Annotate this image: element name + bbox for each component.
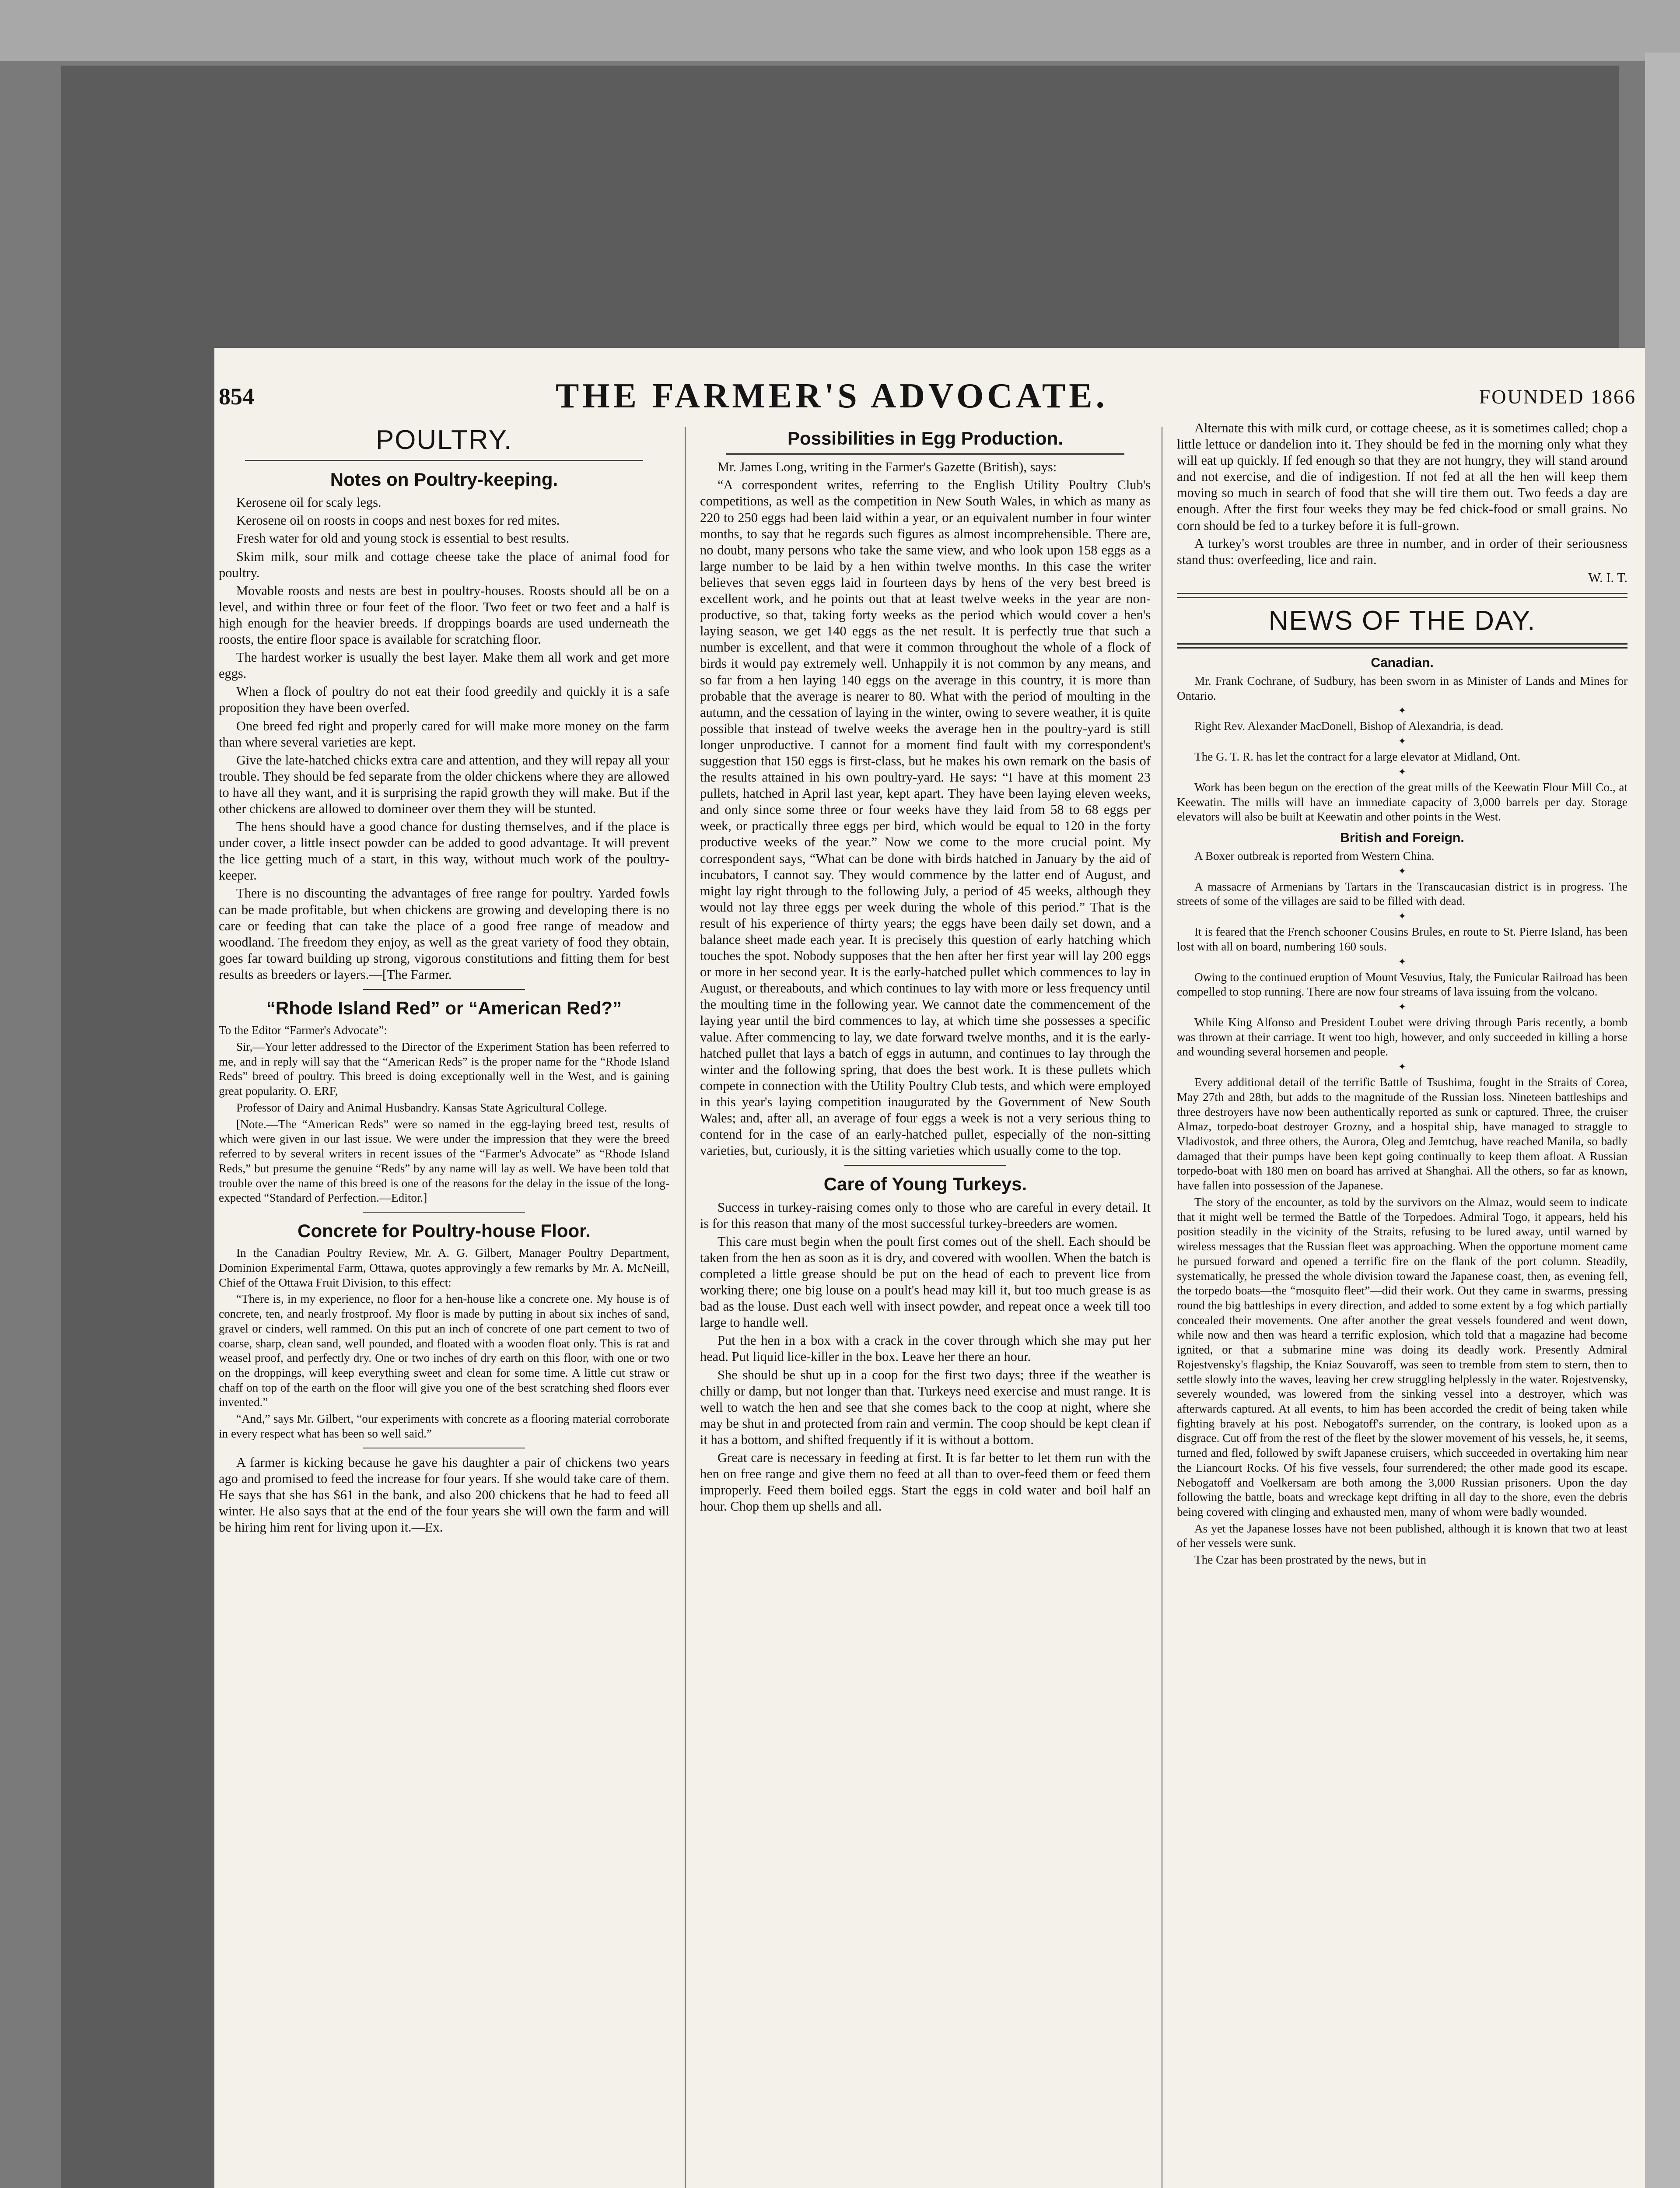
paragraph: Alternate this with milk curd, or cottage cheese, as it is sometimes called; chop a little lettuce or dandelion into it. They should be fed in the morning only what they will eat up quickly. If fed enough so that they are not hungry, they will stand around and not exercise, and die of indigestion. If not fed at all the hen will keep them moving so much in search of food that she will tire them out. Two feeds a day are enough. After the first four weeks they may be fed chick-food or small grains. No corn should be fed to a turkey before it is full-grown. bbox=[1177, 421, 1628, 533]
separator-icon: ✦ bbox=[1398, 736, 1407, 747]
divider bbox=[844, 1165, 1006, 1166]
divider bbox=[1177, 593, 1628, 598]
paragraph: Sir,—Your letter addressed to the Director of the Experiment Station has been referred to me, and in reply will say that the “American Reds” is the proper name for the “Rhode Island Reds” breed of poultry. This breed is doing exceptionally well in the West, and is gaining great popularity. O. ERF, bbox=[219, 1040, 669, 1098]
paragraph: There is no discounting the advantages of free range for poultry. Yarded fowls can be made profitable, but when chickens are growing and developing there is no care or feeding that can take the place of a good free range of meadow and woodland. The freedom they enjoy, as well as the great variety of food they obtain, goes far toward building up strong, vigorous constitutions and fitting them for best results as breeders or layers.—[The Farmer. bbox=[219, 886, 669, 982]
news-item: Mr. Frank Cochrane, of Sudbury, has been sworn in as Minister of Lands and Mines for Ontario. bbox=[1177, 674, 1628, 702]
article-title: Notes on Poultry-keeping. bbox=[330, 469, 558, 490]
paragraph: Put the hen in a box with a crack in the cover through which she may put her head. Put liquid lice-killer in the box. Leave her there an hour. bbox=[700, 1333, 1151, 1364]
news-item: Owing to the continued eruption of Mount Vesuvius, Italy, the Funicular Railroad has been compelled to stop running. There are now four streams of lava issuing from the volcano. bbox=[1177, 970, 1628, 999]
separator-icon: ✦ bbox=[1398, 911, 1407, 922]
paragraph: One breed fed right and properly cared for will make more money on the farm than where several varieties are kept. bbox=[219, 718, 669, 750]
article-title: “Rhode Island Red” or “American Red?” bbox=[266, 998, 622, 1019]
separator-icon: ✦ bbox=[1398, 1061, 1407, 1073]
paragraph: This care must begin when the poult first comes out of the shell. Each should be taken from the hen as soon as it is dry, and covered with woollen. When the batch is completed a little grease should be put on the head of each to prevent lice from working there; one big louse on a poult's head may kill it, but too much grease is as bad as the louse. Dust each well with insect powder, and repeat once a week till too large to handle well. bbox=[700, 1234, 1151, 1330]
paragraph: Success in turkey-raising comes only to those who are careful in every detail. It is for this reason that many of the most successful turkey-breeders are women. bbox=[700, 1199, 1151, 1231]
scan-background-top bbox=[0, 0, 1680, 61]
paragraph: Fresh water for old and young stock is essential to best results. bbox=[236, 531, 570, 546]
column-egg-production bbox=[700, 420, 1151, 2188]
news-item: Every additional detail of the terrific Battle of Tsushima, fought in the Straits of Corea, May 27th and 28th, but adds to the magnitude of the Russian loss. Nineteen battleships and three destroyers have now been authentically reported as sunk or captured. Three, the cruiser Almaz, torpedo-boat destroyer Grozny, and a hospital ship, have managed to straggle to Vladivostok, and three others, the Aurora, Oleg and Jemtchug, have reached Manila, so badly damaged that their pumps have been kept going continually to keep them afloat. A Russian torpedo-boat with 180 men on board has arrived at Shanghai. All the others, so far as known, have fallen into possession of the Japanese. bbox=[1177, 1076, 1628, 1192]
divider bbox=[363, 1212, 525, 1213]
newspaper-page bbox=[214, 348, 1645, 2188]
news-item: A massacre of Armenians by Tartars in the Transcaucasian district is in progress. The streets of some of the villages are said to be filled with dead. bbox=[1177, 880, 1628, 908]
divider bbox=[245, 460, 643, 461]
page-number: 854 bbox=[219, 383, 254, 410]
news-item: A Boxer outbreak is reported from Western China. bbox=[1194, 849, 1435, 863]
news-item: The Czar has been prostrated by the news, but in bbox=[1194, 1553, 1426, 1567]
paragraph: [Note.—The “American Reds” were so named in the egg-laying breed test, results of which were given in our last issue. We were under the impression that they were the breed referred to by several writers in recent issues of the “Farmer's Advocate” as “Rhode Island Reds,” but presume the genuine “Reds” by any name will lay as well. We have been told that trouble over the name of this breed is one of the reasons for the delay in the issue of the long-expected “Standard of Perfection.—Editor.] bbox=[219, 1117, 669, 1205]
paragraph: “And,” says Mr. Gilbert, “our experiments with concrete as a flooring material corroborate in every respect what has been so well said.” bbox=[219, 1412, 669, 1440]
paragraph: “A correspondent writes, referring to the English Utility Poultry Club's competitions, as well as the competition in New South Wales, in which as many as 220 to 250 eggs had been laid within a year, or an equivalent number in four winter months, to say that he regards such figures as almost incomprehensible. There are, no doubt, many persons who take the same view, and who look upon 158 eggs as a large number to be laid by a hen within twelve months. In this case the writer believes that seven eggs laid in fourteen days by hens of the very best breed is excellent work, and he points out that at least twelve weeks in the year are non-productive, so that, taking forty weeks as the period which would cover a hen's laying season, we get 140 eggs as the net result. It is perfectly true that such a number is excellent, and that were it common throughout the whole of a flock of birds it would pay extremely well. Unhappily it is not common by any means, and so far from a hen laying 140 eggs on the average in this country, it is more than probable that the average is nearer to 80. What with the period of moulting in the autumn, and the cessation of laying in the winter, owing to severe weather, it is quite possible that instead of twelve weeks the average hen in the poultry-yard is still longer unproductive. I cannot for a moment find fault with my correspondent's suggestion that 150 eggs is first-class, but he makes his own remark on the basis of the results attained in his own poultry-yard. He says: “I have at this moment 23 pullets, hatched in April last year, kept apart. They have been laying eleven weeks, and only since some three or four weeks have they laid from 58 to 68 eggs per week, or practically three eggs per bird, which would be equal to 120 in the forty productive weeks of the year.” Now we come to the more crucial point. My correspondent says, “What can be done with birds hatched in January by the aid of incubators, I cannot say. They would commence by the latter end of August, and might lay right through to the following July, a period of 45 weeks, although they would not lay three eggs per week during the whole of this period.” That is the result of his experience of thirty years; the eggs have been daily set down, and a balance sheet made each year. It is precisely this question of early hatching which touches the spot. Nobody supposes that the hen after her first year will lay 200 eggs or more in her second year. It is the early-hatched pullet which commences to lay in August, or thereabouts, and which continues to lay with more or less frequency until the moulting time in the following year. We cannot date the commencement of the laying year until the bird commences to lay, at which time she possesses a specific value. After commencing to lay, we date forward twelve months, and it is the early-hatched pullet that lays a batch of eggs in autumn, and continues to lay through the winter and the following spring, that does the best work. It is these pullets which compete in connection with the Utility Poultry Club tests, and which were employed in this year's laying competition inaugurated by the Government of New South Wales; and, after all, an average of four eggs a week is not a very serious thing to contend for in the case of an early-hatched pullet, especially of the non-sitting varieties, but, curiously, it is the sitting varieties which usually come to the top. bbox=[700, 477, 1151, 1158]
news-item: While King Alfonso and President Loubet were driving through Paris recently, a bomb was thrown at their carriage. It went too high, however, and only succeeded in killing a horse and wounding several horsemen and people. bbox=[1177, 1016, 1628, 1059]
news-item: The story of the encounter, as told by the survivors on the Almaz, would seem to indicate that it might well be termed the Battle of the Torpedoes. Admiral Togo, it appears, held his position steadily in the vicinity of the Straits, refusing to be lured away, until warned by wireless messages that the Russian fleet was approaching. When the opportune moment came he pursued forward and opened a terrific fire on the flank of the port column. Steadily, systematically, he pressed the whole division toward the Japanese coast, then, as evening fell, the torpedo boats—the “mosquito fleet”—did their work. Out they came in swarms, pressing round the big battleships in every direction, and added to some extent by a fog which partially concealed their movements. One after another the great vessels foundered and went down, while now and then was heard a terrific explosion, which told that a magazine had become ignited, or that a submarine mine was doing its deadly work. Presently Admiral Rojestvensky's flagship, the Kniaz Souvaroff, was seen to tremble from stem to stern, then to settle slowly into the waves, leaving her crew struggling helplessly in the water. Rojestvensky, severely wounded, was lowered from the sinking vessel into a destroyer, which was afterwards captured. At all events, to him has been accorded the credit of being taken while fighting bravely at his post. Nebogatoff's surrender, on the contrary, is looked upon as a disgrace. Cut off from the rest of the fleet by the slower movement of his vessels, he, it seems, turned and fled, followed by swift Japanese cruisers, which succeeded in overtaking him near the Liancourt Rocks. Of his five vessels, four surrendered; the other made good its escape. Nebogatoff and Voelkersam are both among the 3,000 Russian prisoners. Upon the day following the battle, boats and wreckage kept drifting in all day to the shore, even the debris being covered with clinging and exhausted men, many of whom were badly wounded. bbox=[1177, 1195, 1628, 1518]
news-item: As yet the Japanese losses have not been published, although it is known that two at least of her vessels were sunk. bbox=[1177, 1522, 1628, 1550]
paragraph: Skim milk, sour milk and cottage cheese take the place of animal food for poultry. bbox=[219, 549, 669, 580]
signature: W. I. T. bbox=[1588, 570, 1628, 585]
paragraph: Kerosene oil for scaly legs. bbox=[236, 495, 382, 510]
divider bbox=[1177, 643, 1628, 649]
paragraph: Give the late-hatched chicks extra care and attention, and they will repay all your trouble. They should be fed separate from the older chickens where they are allowed to have all they want, and it is surprising the rapid growth they will make. But if the other chickens are allowed to domineer over them they will be stunted. bbox=[219, 752, 669, 816]
column-rule bbox=[685, 427, 686, 2188]
column-news bbox=[1177, 420, 1628, 2188]
masthead bbox=[214, 374, 1645, 418]
paragraph: Great care is necessary in feeding at first. It is far better to let them run with the hen on free range and give them no feed at all than to over-feed them or feed them improperly. Feed them boiled eggs. Start the eggs in cold water and boil half an hour. Chop them up shells and all. bbox=[700, 1450, 1151, 1514]
paragraph: Movable roosts and nests are best in poultry-houses. Roosts should all be on a level, and within three or four feet of the floor. Two feet or two feet and a half is high enough for the heavier breeds. If droppings boards are used underneath the roosts, the entire floor space is available for scratching floor. bbox=[219, 583, 669, 647]
article-title: Concrete for Poultry-house Floor. bbox=[298, 1220, 591, 1241]
separator-icon: ✦ bbox=[1398, 705, 1407, 716]
column-poultry bbox=[219, 420, 669, 2188]
paragraph: She should be shut up in a coop for the first two days; three if the weather is chilly or damp, but not longer than that. Turkeys need exercise and must range. It is well to watch the hen and see that she comes back to the coop at night, where she may be shut in and protected from rain and vermin. The coop should be kept clean if it has a bottom, and shifted frequently if it is without a bottom. bbox=[700, 1367, 1151, 1447]
paragraph: The hens should have a good chance for dusting themselves, and if the place is under cover, a little insect powder can be added to good advantage. It will prevent the lice getting much of a start, in this way, without much work of the poultry-keeper. bbox=[219, 819, 669, 883]
divider bbox=[363, 989, 525, 990]
separator-icon: ✦ bbox=[1398, 1001, 1407, 1012]
news-subhead: British and Foreign. bbox=[1340, 830, 1464, 845]
separator-icon: ✦ bbox=[1398, 956, 1407, 967]
article-title: Possibilities in Egg Production. bbox=[787, 428, 1064, 449]
scan-edge bbox=[1645, 53, 1680, 2188]
separator-icon: ✦ bbox=[1398, 865, 1407, 877]
separator-icon: ✦ bbox=[1398, 766, 1407, 777]
newspaper-title: THE FARMER'S ADVOCATE. bbox=[556, 377, 1108, 415]
salutation: To the Editor “Farmer's Advocate”: bbox=[219, 1024, 388, 1037]
founded-year: FOUNDED 1866 bbox=[1479, 386, 1636, 408]
section-title: POULTRY. bbox=[375, 425, 513, 455]
paragraph: Kerosene oil on roosts in coops and nest boxes for red mites. bbox=[236, 513, 560, 528]
news-item: Right Rev. Alexander MacDonell, Bishop of Alexandria, is dead. bbox=[1194, 719, 1504, 733]
paragraph: In the Canadian Poultry Review, Mr. A. G. Gilbert, Manager Poultry Department, Dominion Experimental Farm, Ottawa, quotes approvingly a few remarks by Mr. A. McNeill, Chief of the Ottawa Fruit Division, to this effect: bbox=[219, 1246, 669, 1289]
paragraph: When a flock of poultry do not eat their food greedily and quickly it is a safe proposition they have been overfed. bbox=[219, 684, 669, 715]
news-subhead: Canadian. bbox=[1371, 655, 1434, 670]
paragraph: “There is, in my experience, no floor for a hen-house like a concrete one. My house is of concrete, ten, and nearly frostproof. My floor is made by putting in about six inches of sand, gravel or cinders, well rammed. On this put an inch of concrete of one part cement to two of coarse, sharp, clean sand, well pounded, and floated with a wooden float only. This is rat and weasel proof, and perfectly dry. One or two inches of dry earth on this floor, with one or two on the droppings, will keep everything sweet and clean for some time. A little cut straw or chaff on top of the earth on the floor will give you one of the best scratching shed floors ever invented.” bbox=[219, 1292, 669, 1409]
section-title: NEWS OF THE DAY. bbox=[1268, 605, 1536, 636]
paragraph: A farmer is kicking because he gave his daughter a pair of chickens two years ago and promised to feed the increase for four years. If she would take care of them. He says that she has $61 in the bank, and also 200 chickens that he had to feed all winter. He also says that at the end of the four years she will own the farm and will be hiring him rent for living upon it.—Ex. bbox=[219, 1455, 669, 1535]
news-item: It is feared that the French schooner Cousins Brules, en route to St. Pierre Island, has been lost with all on board, numbering 160 souls. bbox=[1177, 925, 1628, 953]
news-item: Work has been begun on the erection of the great mills of the Keewatin Flour Mill Co., at Keewatin. The mills will have an immediate capacity of 3,000 barrels per day. Storage elevators will also be built at Keewatin and other points in the West. bbox=[1177, 780, 1628, 824]
divider bbox=[726, 453, 1124, 455]
news-item: The G. T. R. has let the contract for a large elevator at Midland, Ont. bbox=[1194, 750, 1521, 764]
paragraph: A turkey's worst troubles are three in number, and in order of their seriousness stand thus: overfeeding, lice and rain. bbox=[1177, 536, 1628, 567]
paragraph: The hardest worker is usually the best layer. Make them all work and get more eggs. bbox=[219, 650, 669, 681]
paragraph: Professor of Dairy and Animal Husbandry. Kansas State Agricultural College. bbox=[236, 1101, 607, 1114]
article-title: Care of Young Turkeys. bbox=[823, 1174, 1027, 1195]
paragraph: Mr. James Long, writing in the Farmer's Gazette (British), says: bbox=[718, 459, 1057, 475]
